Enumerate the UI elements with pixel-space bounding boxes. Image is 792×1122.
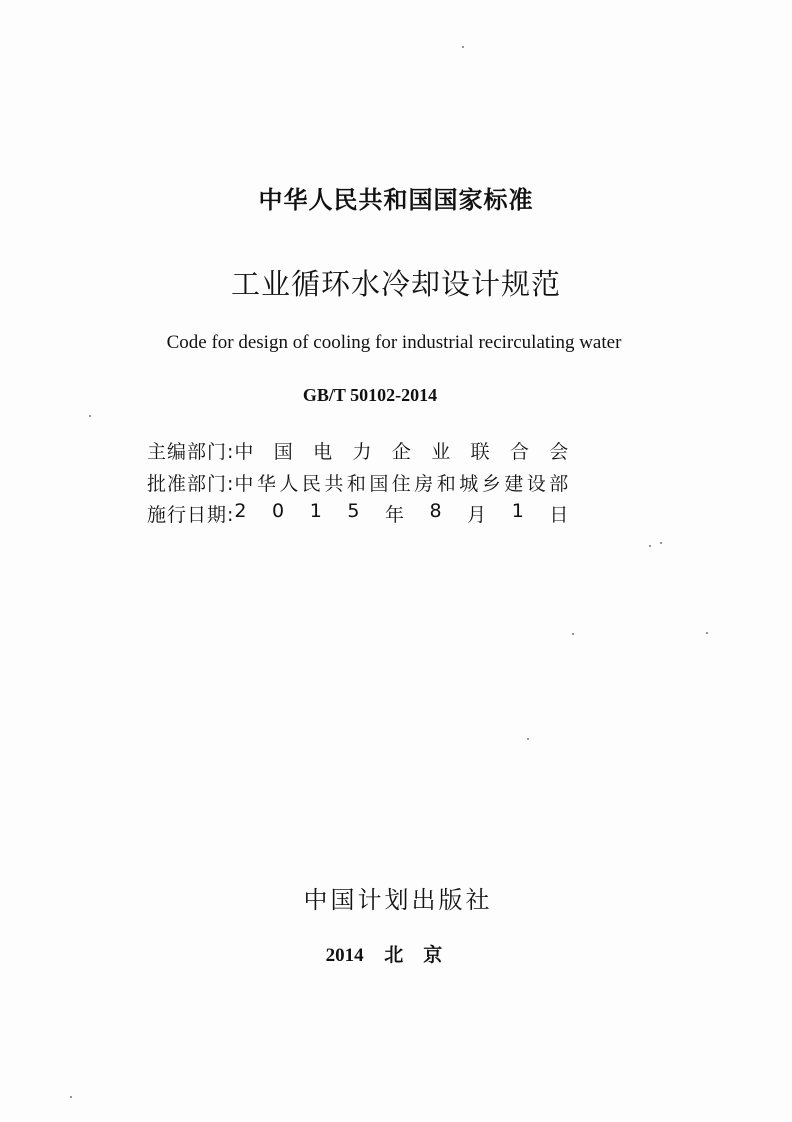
meta-value-char: 国 <box>273 440 293 463</box>
meta-value-char: 设 <box>526 472 546 495</box>
meta-value-char: 和 <box>346 472 366 495</box>
meta-value-char: 2 <box>234 499 247 522</box>
scan-speck <box>649 545 651 547</box>
meta-value-char: 1 <box>309 499 322 522</box>
meta-value-char: 共 <box>324 472 344 495</box>
editor-org-label: 主编部门: <box>147 440 235 463</box>
scan-speck <box>527 738 529 740</box>
meta-value-char: 城 <box>459 472 479 495</box>
meta-value-char: 乡 <box>481 472 501 495</box>
meta-value-char: 年 <box>384 503 404 526</box>
publication-place-year <box>0 940 790 967</box>
scan-speck <box>706 632 708 634</box>
meta-value-char: 部 <box>549 472 569 495</box>
meta-value-char: 合 <box>509 440 529 463</box>
meta-value-char: 华 <box>256 472 276 495</box>
publication-city: 北京 <box>384 944 463 966</box>
publication-year: 2014 <box>325 945 364 966</box>
meta-value-char: 1 <box>511 499 524 522</box>
meta-value-char: 5 <box>347 499 360 522</box>
meta-value-char: 会 <box>549 440 569 463</box>
scan-speck <box>89 415 91 417</box>
document-title-chinese: 工业循环水冷却设计规范 <box>230 267 561 301</box>
meta-value-char: 日 <box>549 503 569 526</box>
editor-org-value <box>234 437 568 464</box>
meta-value-char: 国 <box>369 472 389 495</box>
approver-org-label: 批准部门: <box>147 472 235 495</box>
approver-org-value <box>234 469 568 496</box>
editor-org-row <box>147 437 568 463</box>
meta-value-char: 月 <box>467 503 487 526</box>
scan-speck <box>70 1096 72 1098</box>
meta-value-char: 业 <box>431 440 451 463</box>
scan-speck <box>660 542 662 544</box>
meta-value-char: 中 <box>234 440 254 463</box>
scan-speck <box>462 46 464 48</box>
meta-value-char: 建 <box>504 472 524 495</box>
meta-value-char: 8 <box>429 499 442 522</box>
effective-date-row <box>147 500 568 526</box>
meta-value-char: 人 <box>279 472 299 495</box>
approver-org-row <box>147 469 568 495</box>
meta-value-char: 民 <box>301 472 321 495</box>
meta-value-char: 联 <box>470 440 490 463</box>
meta-value-char: 力 <box>352 440 372 463</box>
meta-value-char: 住 <box>391 472 411 495</box>
meta-value-char: 房 <box>414 472 434 495</box>
publisher-name: 中国计划出版社 <box>303 886 493 914</box>
meta-value-char: 电 <box>313 440 333 463</box>
meta-value-char: 企 <box>391 440 411 463</box>
scan-speck <box>572 633 574 635</box>
document-title-english: Code for design of cooling for industrial recirculating water <box>166 332 622 353</box>
standard-number: GB/T 50102-2014 <box>302 385 438 405</box>
standard-series-heading: 中华人民共和国国家标准 <box>258 186 534 214</box>
effective-date-value <box>234 500 568 527</box>
meta-value-char: 和 <box>436 472 456 495</box>
meta-value-char: 0 <box>272 499 285 522</box>
meta-value-char: 中 <box>234 472 254 495</box>
effective-date-label: 施行日期: <box>147 503 235 526</box>
